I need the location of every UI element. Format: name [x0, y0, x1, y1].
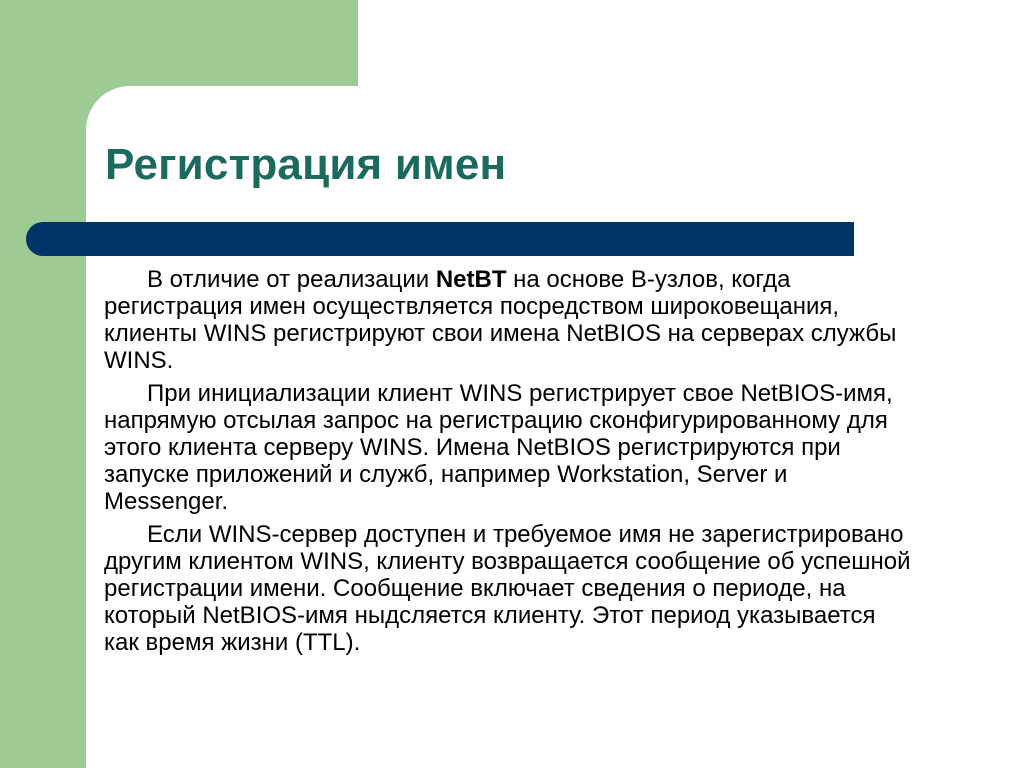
paragraph-3-text: Если WINS-сервер доступен и требуемое имя не зарегистрировано другим клиентом WINS, клиенту возвращается сообщение об успешной регистрации имени. Сообщение включает сведения о периоде, на который NetBIOS-имя ныдсляется клиенту. Этот период указывается как время жизни (TTL). [104, 521, 911, 656]
paragraph-3 [104, 521, 914, 656]
paragraph-1-bold-term: NetBT [435, 266, 507, 293]
slide-title: Регистрация имен [105, 140, 507, 189]
green-left-strip [0, 86, 86, 768]
paragraph-1-text-before: В отличие от реализации [147, 266, 436, 293]
title-underline-bar [26, 222, 854, 256]
paragraph-2 [104, 380, 914, 515]
paragraph-2-text: При инициализации клиент WINS регистрирует свое NetBIOS-имя, напрямую отсылая запрос на регистрацию сконфигурированному для этого клиента серверу WINS. Имена NetBIOS регистрируются при запуске приложений и служб, например Workstation, Server и Messenger. [104, 380, 893, 515]
slide-body [104, 266, 914, 662]
paragraph-1-text-after: на основе B-узлов, когда регистрация имен осуществляется посредством широковещания, клиенты WINS регистрируют свои имена NetBIOS на серверах службы WINS. [104, 266, 897, 374]
paragraph-1 [104, 266, 914, 374]
